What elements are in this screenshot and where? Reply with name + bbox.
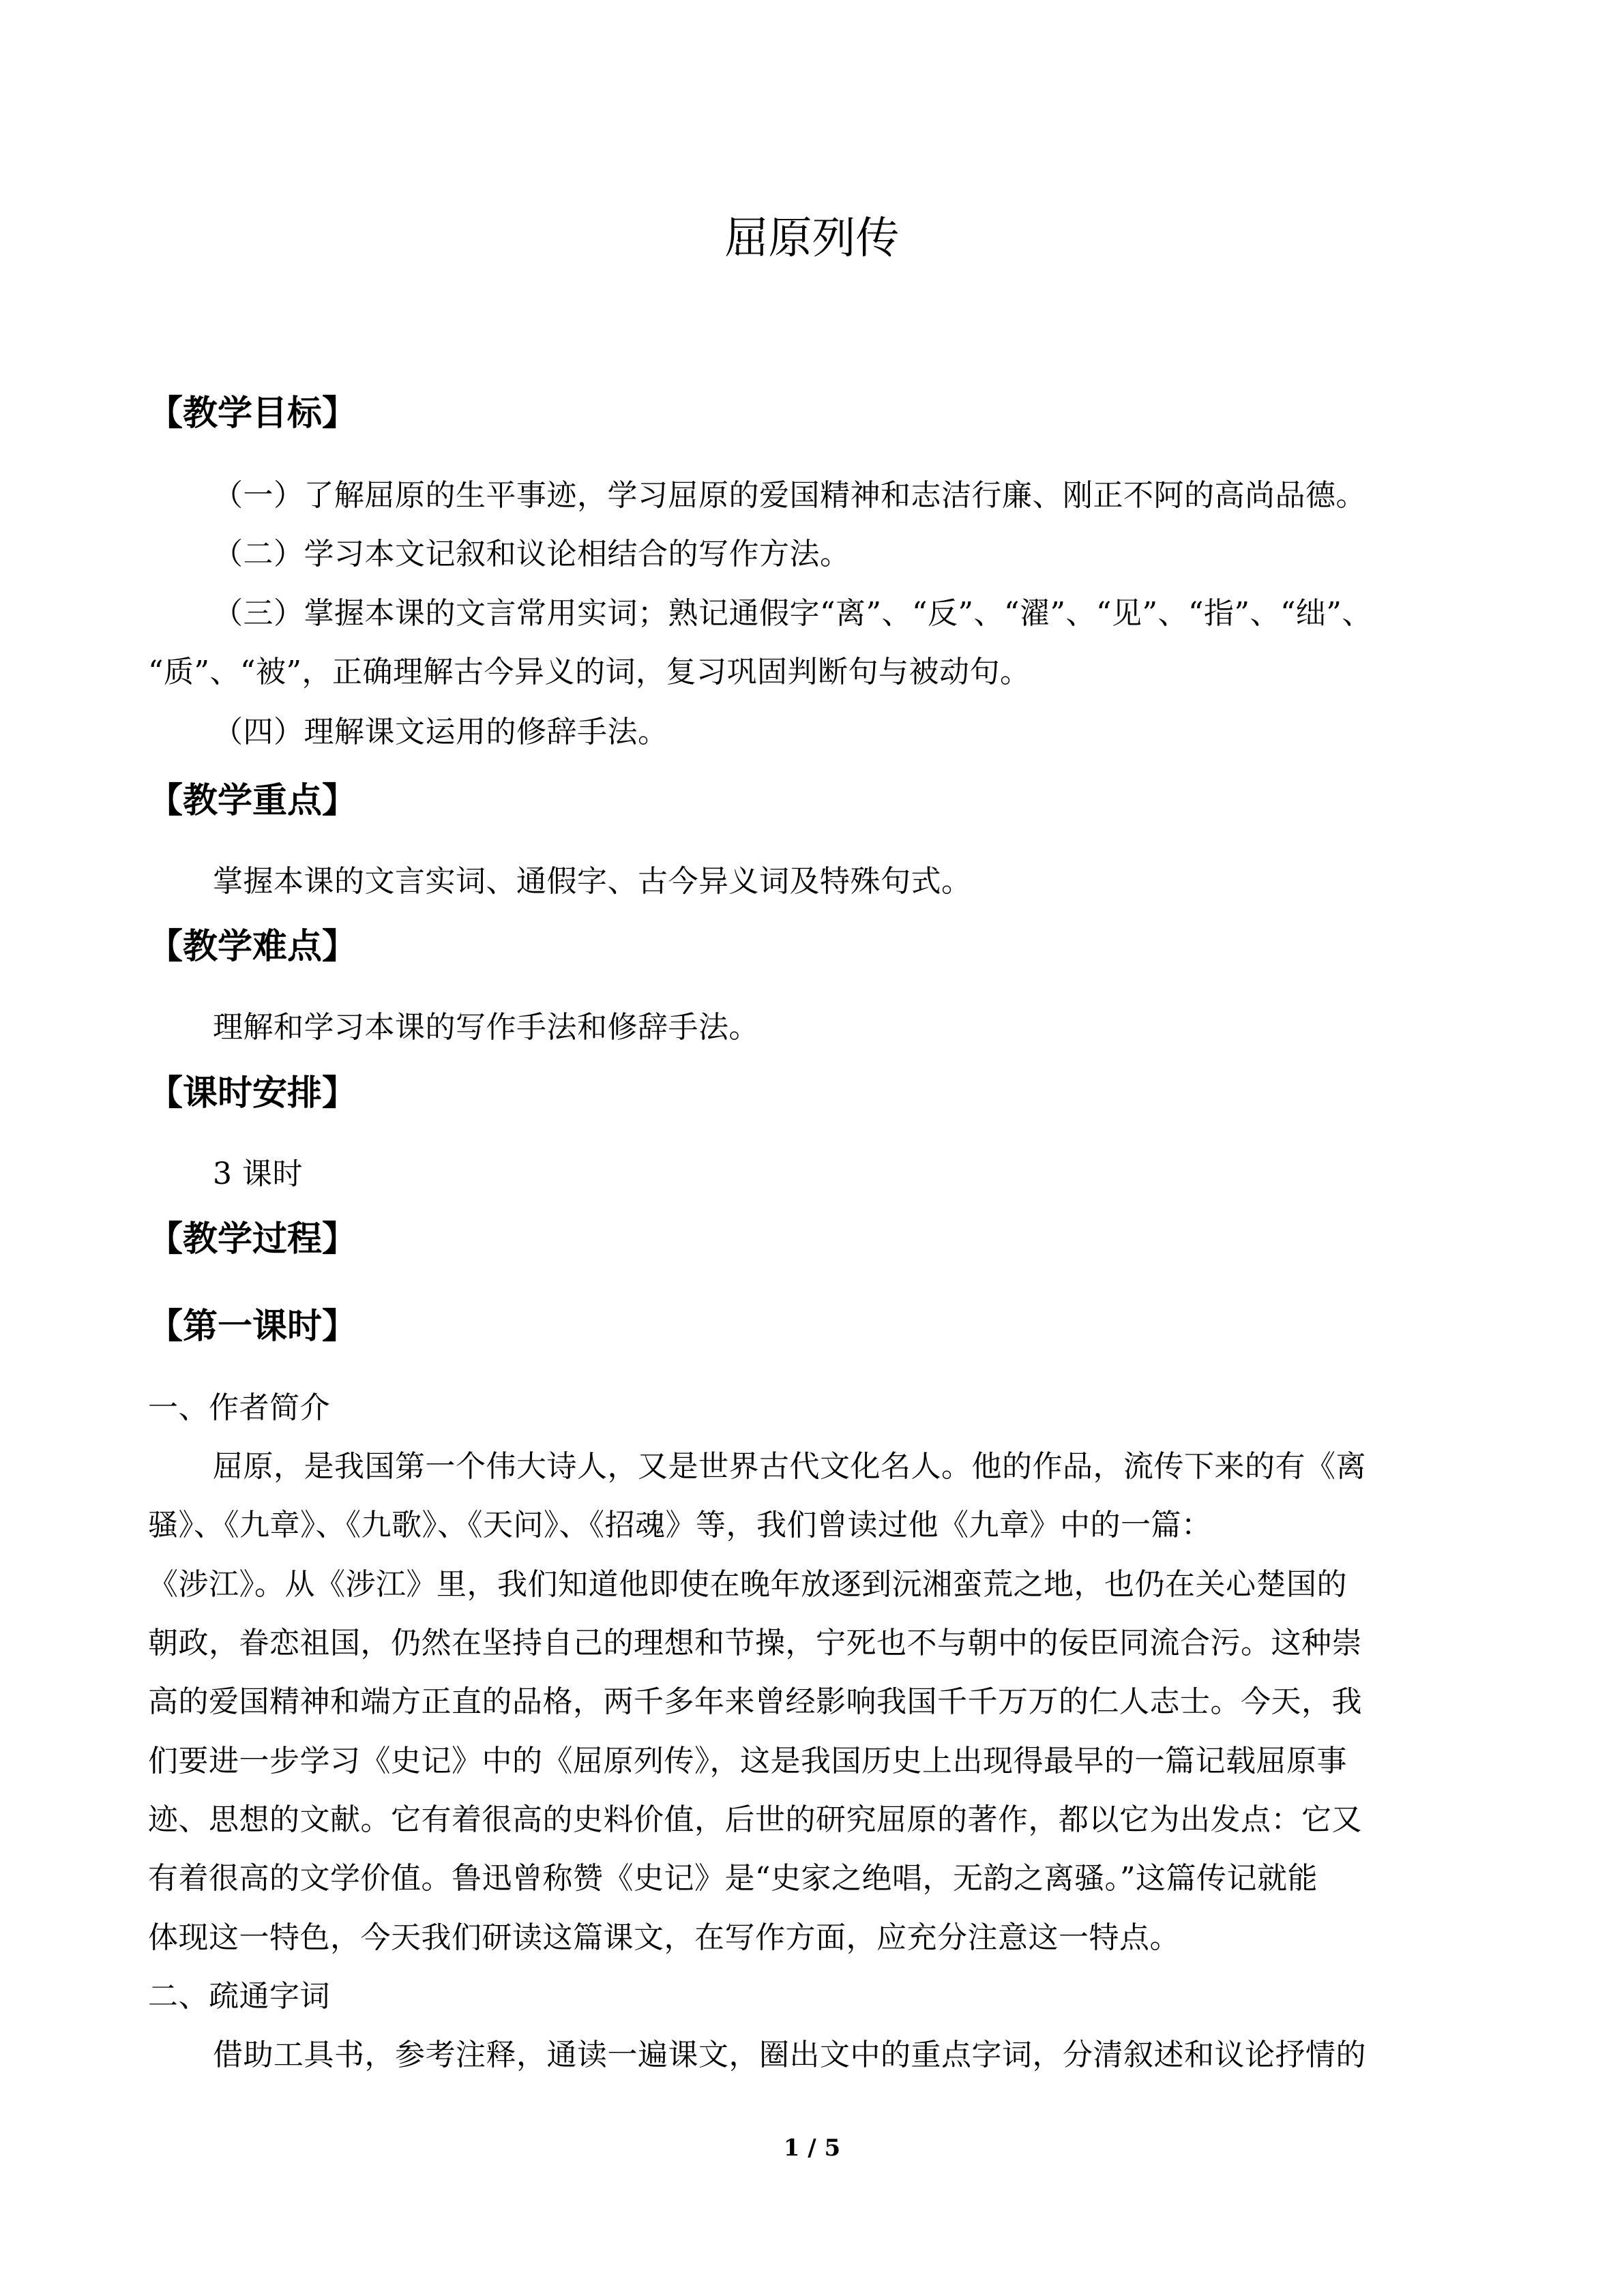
- objective-item-3: （三）掌握本课的文言常用实词；熟记通假字“离”、“反”、“濯”、“见”、“指”、“绌”、: [213, 596, 1372, 631]
- schedule-text: 3 课时: [213, 1157, 303, 1191]
- key-points-text: 掌握本课的文言实词、通假字、古今异义词及特殊句式。: [213, 864, 972, 899]
- first-lesson-heading: 【第一课时】: [148, 1306, 357, 1347]
- key-points-heading: 【教学重点】: [148, 780, 357, 821]
- objective-item-4: （四）理解课文运用的修辞手法。: [213, 715, 668, 749]
- schedule-heading: 【课时安排】: [148, 1073, 357, 1114]
- part1-line-6: 们要进一步学习《史记》中的《屈原列传》，这是我国历史上出现得最早的一篇记载屈原事: [148, 1744, 1347, 1778]
- part2-line-1: 借助工具书，参考注释，通读一遍课文，圈出文中的重点字词，分清叙述和议论抒情的: [213, 2038, 1366, 2072]
- part2-title: 二、疏通字词: [148, 1979, 330, 2014]
- part1-title: 一、作者简介: [148, 1390, 330, 1425]
- part1-line-9: 体现这一特色，今天我们研读这篇课文，在写作方面，应充分注意这一特点。: [148, 1920, 1180, 1955]
- document-title: 屈原列传: [724, 213, 900, 264]
- part1-line-8: 有着很高的文学价值。鲁迅曾称赞《史记》是“史家之绝唱，无韵之离骚。”这篇传记就能: [148, 1861, 1318, 1896]
- page-number: 1 / 5: [783, 2134, 841, 2162]
- part1-line-3: 《涉江》。从《涉江》里，我们知道他即使在晚年放逐到沅湘蛮荒之地，也仍在关心楚国的: [148, 1567, 1347, 1602]
- part1-line-5: 高的爱国精神和端方正直的品格，两千多年来曾经影响我国千千万万的仁人志士。今天，我: [148, 1684, 1362, 1719]
- objective-item-1: （一）了解屈原的生平事迹，学习屈原的爱国精神和志洁行廉、刚正不阿的高尚品德。: [213, 478, 1366, 513]
- difficulties-heading: 【教学难点】: [148, 926, 357, 967]
- part1-line-7: 迹、思想的文献。它有着很高的史料价值，后世的研究屈原的著作，都以它为出发点：它又: [148, 1802, 1362, 1837]
- part1-line-2: 骚》、《九章》、《九歌》、《天问》、《招魂》等，我们曾读过他《九章》中的一篇：: [148, 1508, 1212, 1542]
- part1-line-4: 朝政，眷恋祖国，仍然在坚持自己的理想和节操，宁死也不与朝中的佞臣同流合污。这种崇: [148, 1626, 1362, 1660]
- objectives-heading: 【教学目标】: [148, 393, 357, 434]
- process-heading: 【教学过程】: [148, 1219, 357, 1259]
- difficulties-text: 理解和学习本课的写作手法和修辞手法。: [213, 1010, 759, 1045]
- objective-item-2: （二）学习本文记叙和议论相结合的写作方法。: [213, 537, 851, 571]
- objective-item-3-continued: “质”、“被”，正确理解古今异义的词，复习巩固判断句与被动句。: [148, 655, 1031, 689]
- part1-line-1: 屈原，是我国第一个伟大诗人，又是世界古代文化名人。他的作品，流传下来的有《离: [213, 1449, 1366, 1484]
